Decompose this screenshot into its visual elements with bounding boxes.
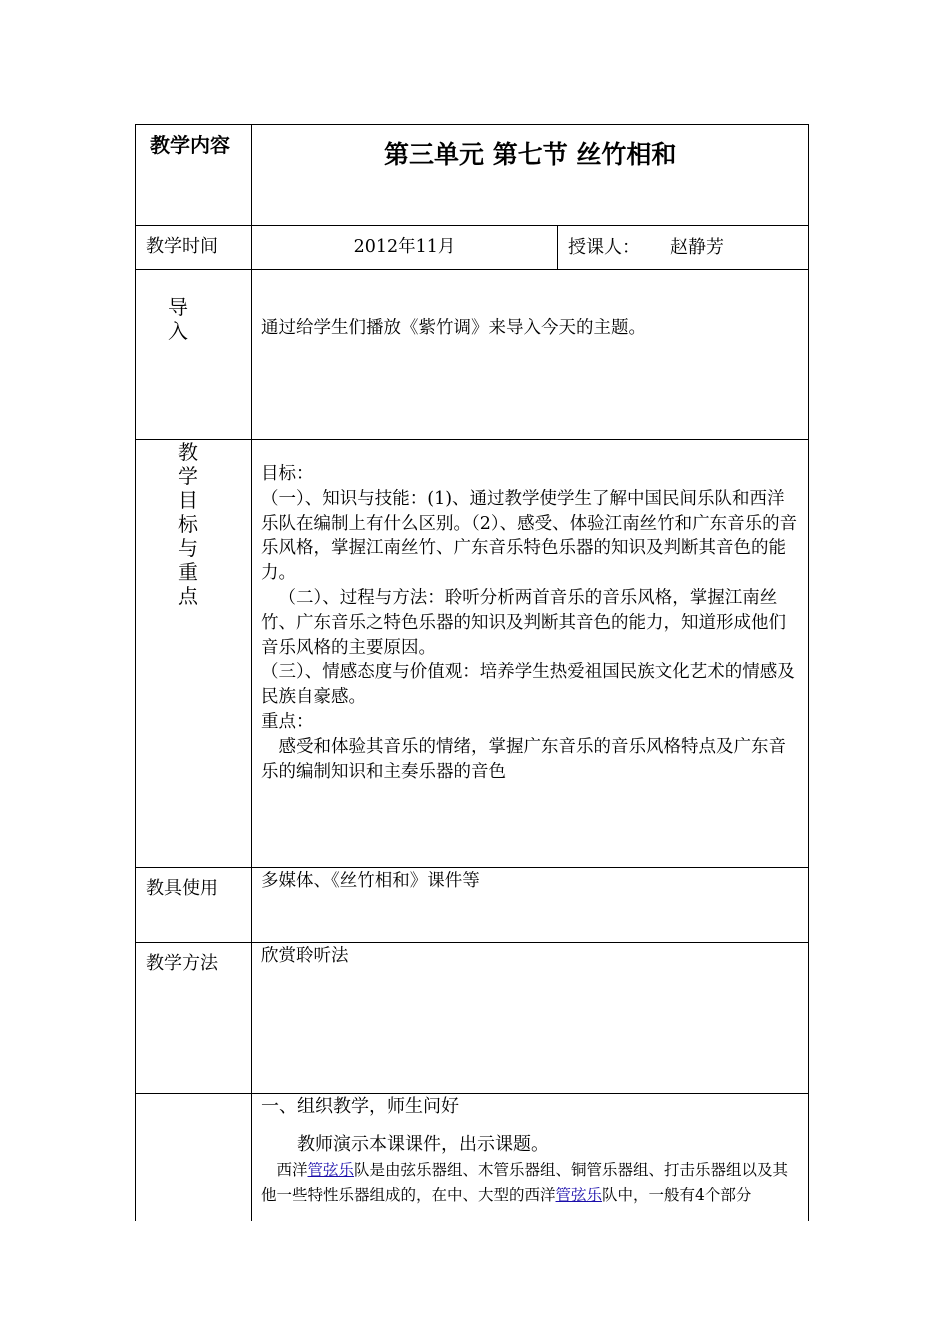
time-value: 2012年11月	[252, 226, 558, 270]
intro-label-char: 导	[168, 295, 188, 319]
intro-label	[136, 270, 252, 440]
goals-label-char: 标	[178, 512, 198, 536]
focus-text: 感受和体验其音乐的情绪，掌握广东音乐的音乐风格特点及广东音乐的编制知识和主奏乐器的音色	[261, 736, 786, 782]
header-row	[136, 125, 809, 226]
intro-label-char: 入	[168, 319, 188, 343]
process-step-1: 一、组织教学，师生问好	[261, 1096, 459, 1117]
goals-label-char: 教	[178, 440, 198, 464]
process-paragraph: 西洋管弦乐队是由弦乐器组、木管乐器组、铜管乐器组、打击乐器组以及其他一些特性乐器组成的，在中、大型的西洋管弦乐队中，一般有4个部分	[261, 1160, 789, 1204]
goals-label-char: 学	[178, 464, 198, 488]
orchestra-link-2[interactable]: 管弦乐	[555, 1185, 603, 1204]
goal-process: （二）、过程与方法：聆听分析两首音乐的音乐风格，掌握江南丝竹、广东音乐之特色乐器的知识及判断其音色的能力，知道形成他们音乐风格的主要原因。	[261, 587, 786, 658]
teacher-cell	[558, 226, 809, 270]
method-text: 欣赏聆听法	[252, 943, 809, 1094]
lesson-plan-table	[135, 124, 809, 1221]
goals-label-char: 重	[178, 560, 198, 584]
process-text	[252, 1094, 809, 1221]
process-label	[136, 1094, 252, 1221]
goals-row	[136, 440, 809, 868]
orchestra-link-1[interactable]: 管弦乐	[307, 1160, 355, 1179]
intro-text: 通过给学生们播放《紫竹调》来导入今天的主题。	[252, 270, 809, 440]
process-step-2: 教师演示本课课件，出示课题。	[297, 1133, 549, 1155]
method-row	[136, 943, 809, 1094]
intro-row	[136, 270, 809, 440]
method-label: 教学方法	[136, 943, 252, 1094]
goal-knowledge: （一）、知识与技能：(1)、通过教学使学生了解中国民间乐队和西洋乐队在编制上有什么区别。（2）、感受、体验江南丝竹和广东音乐的音乐风格，掌握江南丝竹、广东音乐特色乐器的知识及判断其音色的能力。	[261, 488, 798, 584]
goals-text	[252, 440, 809, 868]
goals-heading: 目标：	[261, 464, 314, 484]
goal-emotion: （三）、情感态度与价值观：培养学生热爱祖国民族文化艺术的情感及民族自豪感。	[261, 662, 795, 708]
teacher-name: 赵静芳	[670, 237, 724, 258]
process-row	[136, 1094, 809, 1221]
goals-label-char: 点	[178, 584, 198, 608]
tools-label: 教具使用	[136, 868, 252, 943]
time-label: 教学时间	[136, 226, 252, 270]
content-label: 教学内容	[136, 125, 252, 226]
focus-heading: 重点：	[261, 711, 314, 732]
tools-row	[136, 868, 809, 943]
time-row	[136, 226, 809, 270]
lesson-title: 第三单元 第七节 丝竹相和	[252, 125, 809, 226]
tools-text: 多媒体、《丝竹相和》课件等	[252, 868, 809, 943]
goals-label	[136, 440, 252, 868]
goals-label-char: 与	[178, 536, 198, 560]
teacher-label: 授课人：	[568, 237, 640, 258]
goals-label-char: 目	[178, 488, 198, 512]
